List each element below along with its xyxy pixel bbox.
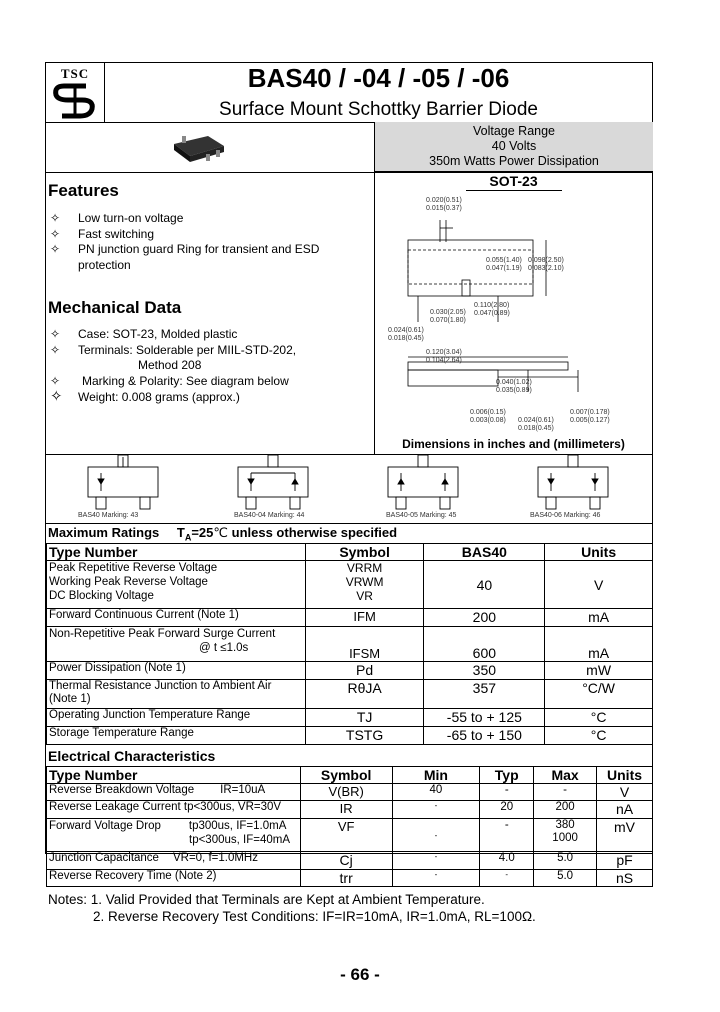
list-item: ✧ Terminals: Solderable per MIIL-STD-202, [50,342,297,357]
svg-text:0.018(0.45): 0.018(0.45) [388,335,424,342]
max-ratings-title: Maximum Ratings $T_A=25℃$ unless otherwise specified [48,525,398,543]
voltage-range-box [374,122,653,172]
svg-text:0.007(0.178): 0.007(0.178) [570,409,610,416]
svg-text:0.020(0.51): 0.020(0.51) [426,197,462,204]
table-row: Power Dissipation (Note 1) Pd 350 mW [47,662,653,680]
table-row: Non-Repetitive Peak Forward Surge Current @ t ≤1.0s IFSM 600 mA [47,627,653,662]
svg-text:0.024(0.61): 0.024(0.61) [388,327,424,334]
table-row: Thermal Resistance Junction to Ambient Air (Note 1) RθJA 357 °C/W [47,680,653,709]
note-2: 2. Reverse Recovery Test Conditions: IF=IR=10mA, IR=1.0mA, RL=100Ω. [93,909,536,924]
marking-label: BAS40-05 Marking: 45 [386,512,457,519]
electrical-title: Electrical Characteristics [48,748,216,764]
svg-text:0.005(0.127): 0.005(0.127) [570,417,610,424]
list-item: ✧ Low turn-on voltage [50,211,184,225]
diamond-bullet-icon: ✧ [50,242,61,256]
svg-text:0.098(2.50): 0.098(2.50) [528,257,564,264]
table-row: Storage Temperature Range TSTG -65 to + 150 °C [47,727,653,745]
logo-icon [50,82,100,120]
list-item: ✧ Case: SOT-23, Molded plastic [50,327,238,341]
table-row: Reverse Breakdown Voltage IR=10uA V(BR) 40 - - V [47,784,653,801]
marking-label: BAS40-06 Marking: 46 [530,512,601,519]
diamond-bullet-icon: ✧ [50,211,61,225]
electrical-table [46,766,653,887]
svg-text:0.110(2.80): 0.110(2.80) [474,302,510,309]
page-title: BAS40 / -04 / -05 / -06 [247,63,510,93]
marking-diagrams [46,455,652,523]
product-image [160,124,240,170]
svg-text:0.083(2.10): 0.083(2.10) [528,265,564,272]
voltage-value: 40 Volts [491,139,537,153]
list-item: ✧ Weight: 0.008 grams (approx.) [50,388,240,405]
diamond-bullet-icon: ✧ [50,226,61,241]
list-item: protection [78,257,131,272]
table-row: Peak Repetitive Reverse Voltage Working Peak Reverse Voltage DC Blocking Voltage VRRM VRWM VR 40 V [47,561,653,609]
list-item: Method 208 [138,358,202,372]
marking-label: BAS40 Marking: 43 [78,512,139,519]
svg-text:0.018(0.45): 0.018(0.45) [518,425,554,432]
table-row: Operating Junction Temperature Range TJ -55 to + 125 °C [47,709,653,727]
page-subtitle: Surface Mount Schottky Barrier Diode [219,99,538,120]
diamond-bullet-icon: ✧ [50,388,63,405]
diamond-bullet-icon: ✧ [50,342,61,357]
svg-text:0.040(1.02): 0.040(1.02) [496,379,532,386]
note-1: Notes: 1. Valid Provided that Terminals are Kept at Ambient Temperature. [48,892,485,907]
package-label: SOT-23 [489,173,538,189]
table-row: Junction Capacitance VR=0, f=1.0MHz Cj - 4.0 5.0 pF [47,852,653,870]
diamond-bullet-icon: ✧ [50,373,61,388]
svg-text:0.070(1.80): 0.070(1.80) [430,317,466,324]
svg-text:0.015(0.37): 0.015(0.37) [426,205,462,212]
mechanical-list [50,327,296,406]
table-row: Reverse Leakage Current tp<300us, VR=30V IR - 20 200 nA [47,801,653,819]
svg-text:0.120(3.04): 0.120(3.04) [426,349,462,356]
list-item: ✧ Marking & Polarity: See diagram below [50,373,289,388]
table-header-row: Type Number Symbol Min Typ Max Units [47,767,653,784]
power-value: 350m Watts Power Dissipation [429,154,599,168]
logo-text: TSC [60,66,90,81]
svg-text:0.030(2.05): 0.030(2.05) [430,309,466,316]
package-dimension-drawing [378,192,650,437]
svg-text:0.104(2.64): 0.104(2.64) [426,357,462,364]
svg-text:0.003(0.08): 0.003(0.08) [470,417,506,424]
svg-text:0.006(0.15): 0.006(0.15) [470,409,506,416]
table-row: Reverse Recovery Time (Note 2) trr - - 5.0 nS [47,870,653,887]
voltage-range-label: Voltage Range [472,124,555,138]
features-list [50,211,319,273]
table-header-row: Type Number Symbol BAS40 Units [47,544,653,561]
svg-text:0.035(0.89): 0.035(0.89) [496,387,532,394]
diamond-bullet-icon: ✧ [50,327,61,341]
mechanical-heading: Mechanical Data [48,298,182,317]
max-ratings-table [46,543,653,745]
svg-text:0.047(0.89): 0.047(0.89) [474,310,510,317]
marking-label: BAS40-04 Marking: 44 [234,512,305,519]
table-row: Forward Voltage Drop tp300us, IF=1.0mA tp<300us, IF=40mA VF - - 380 1000 mV [47,819,653,852]
dimensions-caption: Dimensions in inches and (millimeters) [402,437,625,451]
features-heading: Features [48,181,119,200]
table-row: Forward Continuous Current (Note 1) IFM 200 mA [47,609,653,627]
svg-text:0.055(1.40): 0.055(1.40) [486,257,522,264]
tsc-logo [50,66,100,122]
list-item: ✧ PN junction guard Ring for transient and ESD [50,242,320,256]
list-item: ✧ Fast switching [50,226,155,241]
svg-text:0.047(1.19): 0.047(1.19) [486,265,522,272]
page-number: - 66 - [340,965,380,984]
svg-text:0.024(0.61): 0.024(0.61) [518,417,554,424]
